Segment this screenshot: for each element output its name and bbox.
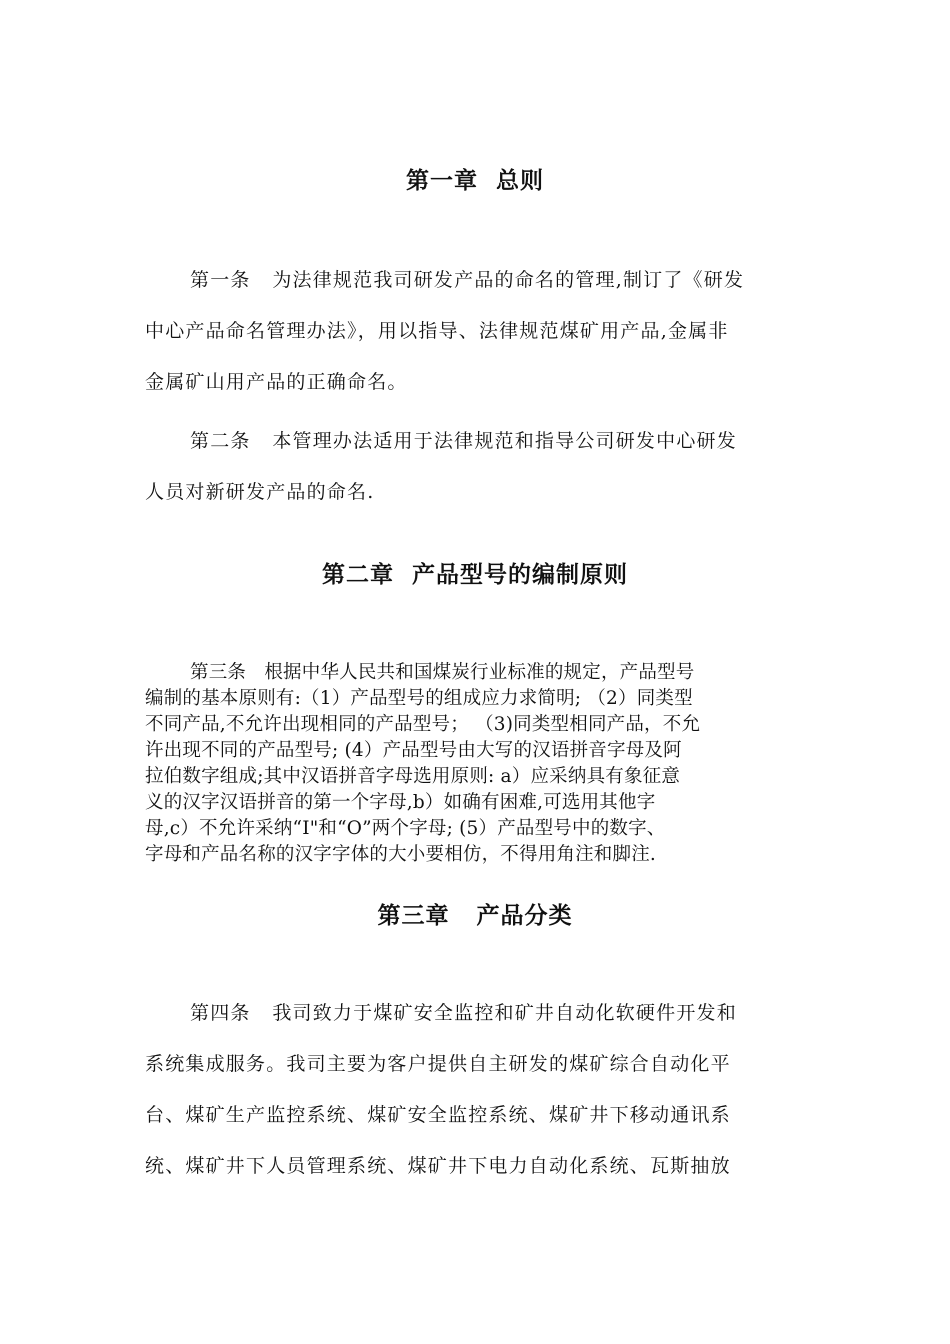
article-4-line-3: 台、煤矿生产监控系统、煤矿安全监控系统、煤矿井下移动通讯系	[145, 1104, 731, 1126]
article-1-line-1: 第一条 为法律规范我司研发产品的命名的管理,制订了《研发	[190, 269, 745, 291]
article-2-line-2: 人员对新研发产品的命名.	[145, 481, 375, 503]
article-3-line-7: 母,c）不允许采纳“I"和“O”两个字母; (5）产品型号中的数字、	[145, 818, 666, 839]
article-4-line-2: 系统集成服务。我司主要为客户提供自主研发的煤矿综合自动化平	[145, 1053, 731, 1075]
article-3-line-3: 不同产品,不允许出现相同的产品型号； （3)同类型相同产品，不允	[145, 714, 701, 735]
article-1-line-3: 金属矿山用产品的正确命名。	[145, 371, 408, 393]
chapter-3-title: 第三章 产品分类	[377, 903, 573, 929]
article-4-line-4: 统、煤矿井下人员管理系统、煤矿井下电力自动化系统、瓦斯抽放	[145, 1155, 731, 1177]
article-2-line-1: 第二条 本管理办法适用于法律规范和指导公司研发中心研发	[190, 430, 737, 452]
article-3-line-1: 第三条 根据中华人民共和国煤炭行业标准的规定，产品型号	[190, 662, 695, 683]
article-3-line-8: 字母和产品名称的汉字字体的大小要相仿，不得用角注和脚注.	[145, 844, 656, 865]
article-3-line-2: 编制的基本原则有:（1）产品型号的组成应力求简明; （2）同类型	[145, 688, 693, 709]
article-4-line-1: 第四条 我司致力于煤矿安全监控和矿井自动化软硬件开发和	[190, 1002, 737, 1024]
article-3-line-4: 许出现不同的产品型号; (4）产品型号由大写的汉语拼音字母及阿	[145, 740, 682, 761]
chapter-2-title: 第二章 产品型号的编制原则	[321, 562, 628, 588]
article-3-line-5: 拉伯数字组成;其中汉语拼音字母选用原则: a）应采纳具有象征意	[145, 766, 681, 787]
chapter-1-title: 第一章 总则	[405, 168, 544, 194]
article-3-line-6: 义的汉字汉语拼音的第一个字母,b）如确有困难,可选用其他字	[145, 792, 656, 813]
article-1-line-2: 中心产品命名管理办法》，用以指导、法律规范煤矿用产品,金属非	[145, 320, 729, 342]
